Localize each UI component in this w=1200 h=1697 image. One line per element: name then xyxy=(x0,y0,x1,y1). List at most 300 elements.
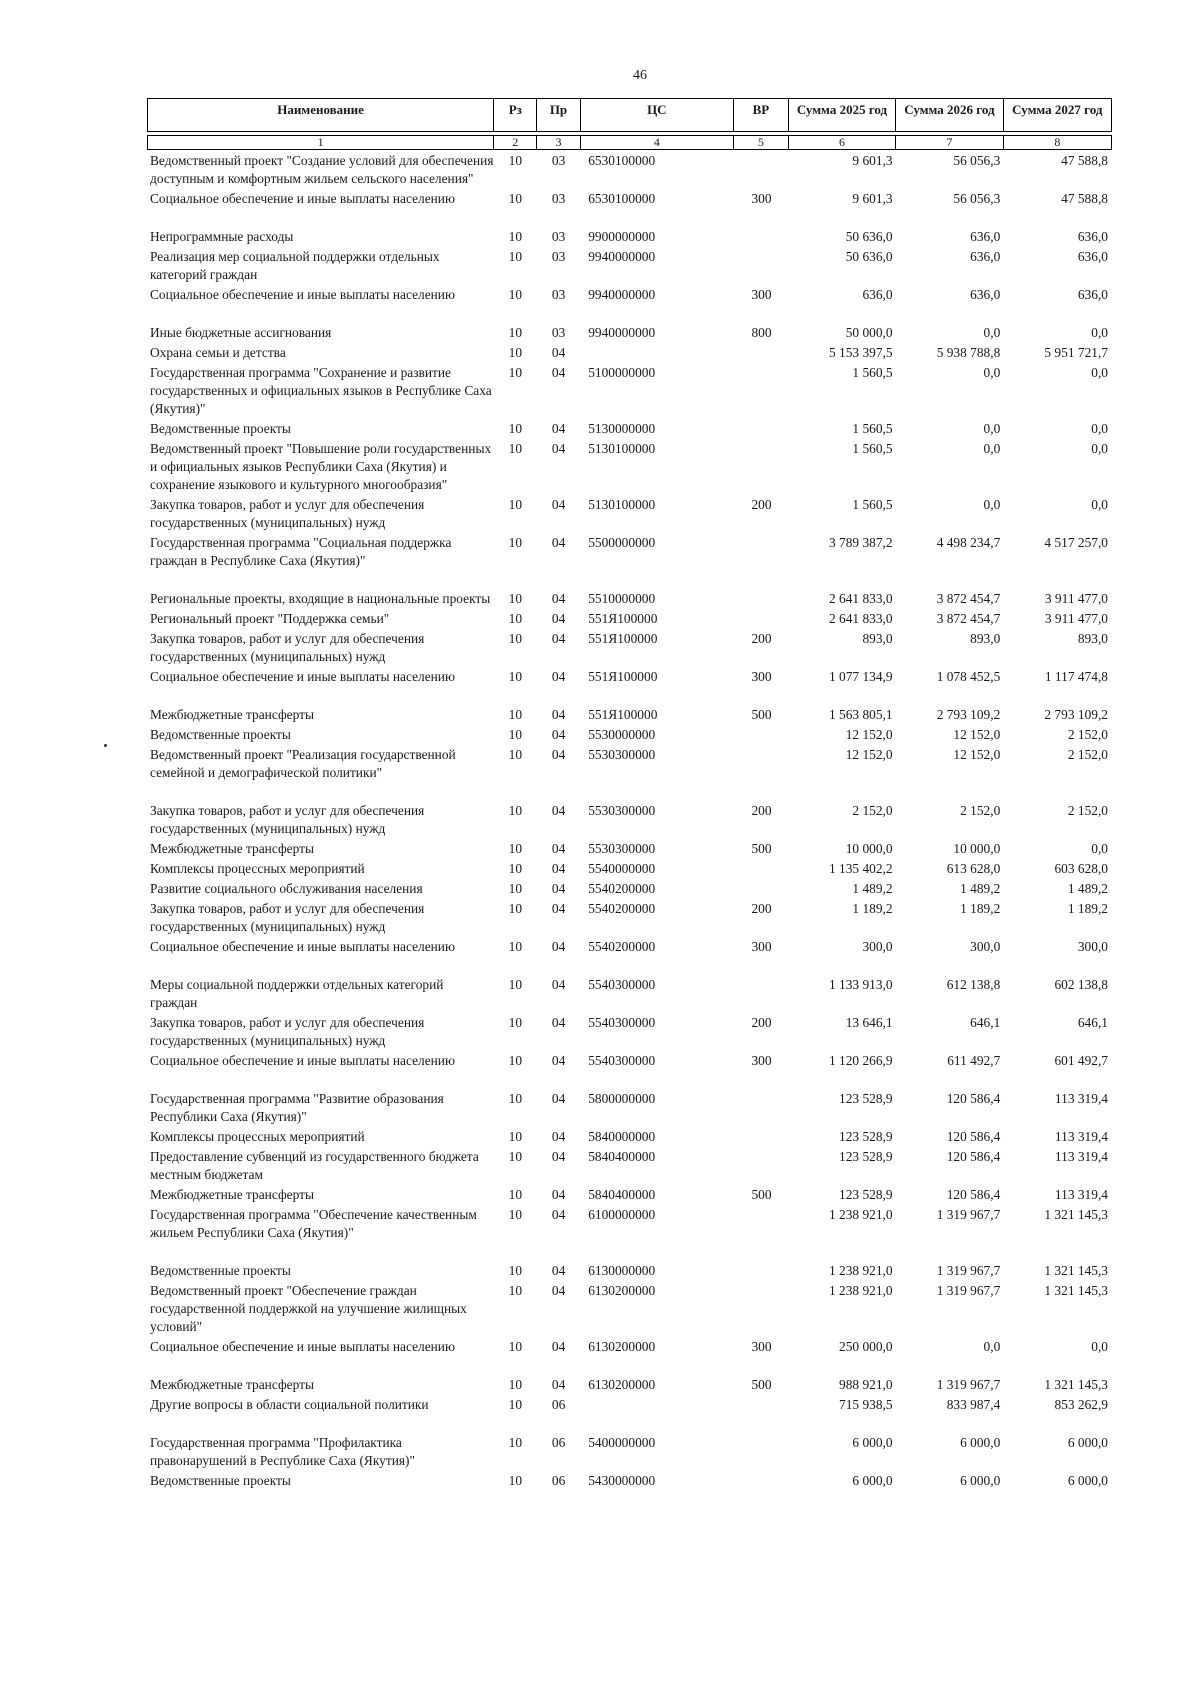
cell-pr: 04 xyxy=(551,1339,566,1354)
cell-s2025: 5 153 397,5 xyxy=(828,345,893,360)
cell-s2025: 50 000,0 xyxy=(845,325,893,340)
cell-cs: 6130000000 xyxy=(588,1263,656,1278)
cell-cs: 9940000000 xyxy=(588,249,656,264)
cell-vr: 800 xyxy=(751,325,772,340)
table-row xyxy=(147,880,1112,898)
cell-s2026: 1 489,2 xyxy=(960,881,1001,896)
cell-s2025: 9 601,3 xyxy=(852,153,893,168)
cell-cs: 5530300000 xyxy=(588,841,656,856)
cell-name: Региональный проект "Поддержка семьи" xyxy=(150,611,390,626)
cell-cs: 9900000000 xyxy=(588,229,656,244)
table-row xyxy=(147,420,1112,438)
cell-cs: 5840400000 xyxy=(588,1149,656,1164)
table-row xyxy=(147,248,1112,284)
cell-s2025: 1 560,5 xyxy=(852,497,893,512)
cell-s2025: 12 152,0 xyxy=(845,747,893,762)
cell-pr: 04 xyxy=(551,441,566,456)
cell-s2026: 1 189,2 xyxy=(960,901,1001,916)
table-row xyxy=(147,726,1112,744)
cell-s2027: 1 117 474,8 xyxy=(1044,669,1108,684)
cell-rz: 10 xyxy=(508,441,523,456)
cell-s2025: 1 133 913,0 xyxy=(828,977,893,992)
cell-s2026: 2 152,0 xyxy=(960,803,1001,818)
cell-s2027: 0,0 xyxy=(1091,497,1108,512)
cell-vr: 300 xyxy=(751,669,772,684)
table-row xyxy=(147,534,1112,570)
cell-name: Меры социальной поддержки отдельных категорий граждан xyxy=(150,977,444,1010)
cell-cs: 5540300000 xyxy=(588,1015,656,1030)
table-row xyxy=(147,1090,1112,1126)
cell-cs: 5800000000 xyxy=(588,1091,656,1106)
table-row xyxy=(147,228,1112,246)
cell-s2026: 893,0 xyxy=(970,631,1001,646)
cell-pr: 04 xyxy=(551,803,566,818)
cell-cs: 9940000000 xyxy=(588,325,656,340)
cell-name: Социальное обеспечение и иные выплаты населению xyxy=(150,287,455,302)
column-number: 6 xyxy=(789,136,896,149)
cell-s2026: 611 492,7 xyxy=(947,1053,1001,1068)
cell-rz: 10 xyxy=(508,249,523,264)
table-row xyxy=(147,440,1112,494)
cell-s2026: 0,0 xyxy=(983,1339,1001,1354)
cell-s2027: 1 321 145,3 xyxy=(1044,1263,1108,1278)
cell-pr: 04 xyxy=(551,1187,566,1202)
cell-vr: 500 xyxy=(751,841,772,856)
cell-s2027: 0,0 xyxy=(1091,841,1108,856)
cell-pr: 04 xyxy=(551,497,566,512)
cell-name: Межбюджетные трансферты xyxy=(150,707,314,722)
cell-s2025: 1 560,5 xyxy=(852,421,893,436)
cell-rz: 10 xyxy=(508,669,523,684)
cell-name: Региональные проекты, входящие в национальные проекты xyxy=(150,591,491,606)
cell-s2027: 1 321 145,3 xyxy=(1044,1377,1108,1392)
cell-name: Государственная программа "Социальная поддержка граждан в Республике Саха (Якутия)" xyxy=(150,535,452,568)
cell-s2025: 893,0 xyxy=(862,631,893,646)
cell-rz: 10 xyxy=(508,1129,523,1144)
cell-rz: 10 xyxy=(508,365,523,380)
cell-name: Социальное обеспечение и иные выплаты населению xyxy=(150,191,455,206)
cell-s2025: 1 238 921,0 xyxy=(828,1207,893,1222)
column-number: 1 xyxy=(148,136,494,149)
cell-s2025: 2 152,0 xyxy=(852,803,893,818)
cell-pr: 04 xyxy=(551,747,566,762)
cell-cs: 5530000000 xyxy=(588,727,656,742)
table-row xyxy=(147,610,1112,628)
cell-s2025: 988 921,0 xyxy=(839,1377,893,1392)
cell-s2027: 3 911 477,0 xyxy=(1044,611,1108,626)
cell-rz: 10 xyxy=(508,803,523,818)
table-row xyxy=(147,1434,1112,1470)
cell-pr: 04 xyxy=(551,365,566,380)
page-number: 46 xyxy=(633,68,647,83)
cell-cs: 551Я100000 xyxy=(588,611,658,626)
cell-rz: 10 xyxy=(508,939,523,954)
cell-s2026: 1 319 967,7 xyxy=(936,1263,1001,1278)
cell-name: Другие вопросы в области социальной политики xyxy=(150,1397,429,1412)
cell-s2025: 1 077 134,9 xyxy=(828,669,893,684)
cell-name: Социальное обеспечение и иные выплаты населению xyxy=(150,669,455,684)
cell-s2026: 636,0 xyxy=(970,249,1001,264)
cell-rz: 10 xyxy=(508,287,523,302)
cell-s2026: 0,0 xyxy=(983,421,1001,436)
cell-cs: 5540200000 xyxy=(588,901,656,916)
cell-rz: 10 xyxy=(508,345,523,360)
cell-s2027: 636,0 xyxy=(1077,229,1108,244)
table-row xyxy=(147,344,1112,362)
column-number: 8 xyxy=(1054,135,1061,149)
cell-vr: 300 xyxy=(751,287,772,302)
cell-cs: 5100000000 xyxy=(588,365,656,380)
cell-s2027: 893,0 xyxy=(1077,631,1108,646)
cell-s2025: 636,0 xyxy=(862,287,893,302)
cell-s2026: 3 872 454,7 xyxy=(936,591,1001,606)
cell-pr: 06 xyxy=(551,1473,566,1488)
cell-cs: 5400000000 xyxy=(588,1435,656,1450)
cell-s2026: 6 000,0 xyxy=(960,1435,1001,1450)
cell-name: Ведомственный проект "Реализация государственной семейной и демографической политики" xyxy=(150,747,456,780)
table-row xyxy=(147,590,1112,608)
cell-cs: 5130100000 xyxy=(588,497,656,512)
cell-rz: 10 xyxy=(508,881,523,896)
cell-vr: 300 xyxy=(751,191,772,206)
cell-name: Ведомственные проекты xyxy=(150,727,291,742)
cell-s2025: 12 152,0 xyxy=(845,727,893,742)
cell-s2026: 10 000,0 xyxy=(953,841,1001,856)
cell-s2026: 120 586,4 xyxy=(946,1187,1001,1202)
cell-name: Межбюджетные трансферты xyxy=(150,841,314,856)
table-row xyxy=(147,630,1112,666)
cell-rz: 10 xyxy=(508,591,523,606)
table-row xyxy=(147,1338,1112,1356)
table-row xyxy=(147,1472,1112,1490)
cell-s2027: 601 492,7 xyxy=(1054,1053,1108,1068)
cell-pr: 03 xyxy=(551,287,566,302)
cell-name: Закупка товаров, работ и услуг для обеспечения государственных (муниципальных) нужд xyxy=(150,901,425,934)
cell-pr: 04 xyxy=(551,1129,566,1144)
cell-pr: 04 xyxy=(551,707,566,722)
cell-pr: 04 xyxy=(551,861,566,876)
table-row xyxy=(147,976,1112,1012)
cell-rz: 10 xyxy=(508,421,523,436)
cell-rz: 10 xyxy=(508,325,523,340)
cell-s2026: 636,0 xyxy=(970,229,1001,244)
cell-cs: 5840000000 xyxy=(588,1129,656,1144)
cell-s2025: 50 636,0 xyxy=(845,249,893,264)
cell-s2027: 0,0 xyxy=(1091,325,1108,340)
cell-pr: 03 xyxy=(551,191,566,206)
cell-name: Социальное обеспечение и иные выплаты населению xyxy=(150,1053,455,1068)
cell-name: Государственная программа "Обеспечение качественным жильем Республики Саха (Якутия)" xyxy=(150,1207,477,1240)
cell-s2025: 6 000,0 xyxy=(852,1435,893,1450)
header-sum-2025: Сумма 2025 год xyxy=(789,99,896,131)
cell-s2025: 1 560,5 xyxy=(852,365,893,380)
table-body xyxy=(147,152,1112,1490)
cell-s2026: 613 628,0 xyxy=(946,861,1001,876)
cell-s2025: 250 000,0 xyxy=(839,1339,893,1354)
cell-cs: 6130200000 xyxy=(588,1339,656,1354)
cell-rz: 10 xyxy=(508,153,523,168)
cell-pr: 04 xyxy=(551,669,566,684)
cell-vr: 500 xyxy=(751,1377,772,1392)
table-row xyxy=(147,840,1112,858)
column-number: 4 xyxy=(581,136,734,149)
cell-rz: 10 xyxy=(508,1091,523,1106)
cell-name: Государственная программа "Профилактика правонарушений в Республике Саха (Якутия)" xyxy=(150,1435,415,1468)
cell-rz: 10 xyxy=(508,191,523,206)
budget-table xyxy=(147,98,1112,1490)
header-cs: ЦС xyxy=(581,99,734,131)
cell-pr: 04 xyxy=(551,841,566,856)
cell-s2025: 1 120 266,9 xyxy=(828,1053,893,1068)
cell-name: Охрана семьи и детства xyxy=(150,345,286,360)
cell-name: Ведомственные проекты xyxy=(150,1473,291,1488)
cell-s2025: 1 189,2 xyxy=(852,901,893,916)
cell-s2027: 0,0 xyxy=(1091,365,1108,380)
cell-rz: 10 xyxy=(508,747,523,762)
table-row xyxy=(147,1282,1112,1336)
table-row xyxy=(147,1186,1112,1204)
cell-s2026: 4 498 234,7 xyxy=(936,535,1001,550)
cell-cs: 6130200000 xyxy=(588,1283,656,1298)
cell-cs: 551Я100000 xyxy=(588,669,658,684)
cell-s2027: 3 911 477,0 xyxy=(1044,591,1108,606)
cell-vr: 200 xyxy=(751,803,772,818)
cell-s2026: 56 056,3 xyxy=(953,153,1001,168)
table-header-row xyxy=(147,98,1112,132)
cell-s2026: 12 152,0 xyxy=(953,747,1001,762)
cell-s2027: 602 138,8 xyxy=(1054,977,1108,992)
cell-pr: 03 xyxy=(551,325,566,340)
cell-s2026: 0,0 xyxy=(983,365,1001,380)
cell-s2026: 6 000,0 xyxy=(960,1473,1001,1488)
table-row xyxy=(147,1262,1112,1280)
header-rz: Рз xyxy=(494,99,537,131)
cell-s2026: 0,0 xyxy=(983,325,1001,340)
cell-s2027: 113 319,4 xyxy=(1054,1129,1108,1144)
table-row xyxy=(147,900,1112,936)
cell-pr: 04 xyxy=(551,881,566,896)
cell-name: Закупка товаров, работ и услуг для обеспечения государственных (муниципальных) нужд xyxy=(150,1015,425,1048)
cell-name: Закупка товаров, работ и услуг для обеспечения государственных (муниципальных) нужд xyxy=(150,631,425,664)
cell-pr: 04 xyxy=(551,1263,566,1278)
cell-s2027: 0,0 xyxy=(1091,421,1108,436)
cell-cs: 5540200000 xyxy=(588,939,656,954)
cell-name: Комплексы процессных мероприятий xyxy=(150,861,365,876)
table-row xyxy=(147,1376,1112,1394)
cell-rz: 10 xyxy=(508,1283,523,1298)
cell-rz: 10 xyxy=(508,1339,523,1354)
cell-name: Предоставление субвенций из государственного бюджета местным бюджетам xyxy=(150,1149,479,1182)
cell-rz: 10 xyxy=(508,1263,523,1278)
cell-cs: 551Я100000 xyxy=(588,631,658,646)
table-row xyxy=(147,364,1112,418)
cell-pr: 04 xyxy=(551,939,566,954)
cell-rz: 10 xyxy=(508,1207,523,1222)
cell-s2025: 123 528,9 xyxy=(839,1129,893,1144)
cell-s2027: 2 152,0 xyxy=(1067,803,1108,818)
cell-s2027: 113 319,4 xyxy=(1054,1149,1108,1164)
cell-cs: 5540000000 xyxy=(588,861,656,876)
cell-pr: 04 xyxy=(551,1207,566,1222)
cell-s2027: 1 189,2 xyxy=(1067,901,1108,916)
cell-cs: 6100000000 xyxy=(588,1207,656,1222)
cell-pr: 04 xyxy=(551,1283,566,1298)
cell-s2025: 3 789 387,2 xyxy=(828,535,893,550)
cell-s2025: 1 238 921,0 xyxy=(828,1263,893,1278)
cell-cs: 5130000000 xyxy=(588,421,656,436)
cell-s2025: 1 489,2 xyxy=(852,881,893,896)
cell-s2027: 0,0 xyxy=(1091,1339,1108,1354)
cell-pr: 04 xyxy=(551,1053,566,1068)
cell-s2025: 10 000,0 xyxy=(845,841,893,856)
cell-s2025: 123 528,9 xyxy=(839,1187,893,1202)
column-number-row xyxy=(147,135,1112,150)
cell-s2025: 1 563 805,1 xyxy=(828,707,893,722)
cell-s2025: 2 641 833,0 xyxy=(828,611,893,626)
cell-name: Ведомственный проект "Обеспечение граждан государственной поддержкой на улучшение жилищных условий" xyxy=(150,1283,467,1334)
cell-rz: 10 xyxy=(508,1187,523,1202)
cell-name: Непрограммные расходы xyxy=(150,229,294,244)
cell-pr: 03 xyxy=(551,229,566,244)
header-pr: Пр xyxy=(537,99,580,131)
cell-cs: 5510000000 xyxy=(588,591,656,606)
cell-pr: 06 xyxy=(551,1435,566,1450)
cell-s2027: 6 000,0 xyxy=(1067,1473,1108,1488)
cell-s2026: 636,0 xyxy=(970,287,1001,302)
table-row xyxy=(147,802,1112,838)
cell-pr: 04 xyxy=(551,345,566,360)
cell-s2026: 120 586,4 xyxy=(946,1129,1001,1144)
cell-name: Межбюджетные трансферты xyxy=(150,1377,314,1392)
cell-s2026: 1 319 967,7 xyxy=(936,1377,1001,1392)
table-row xyxy=(147,1148,1112,1184)
cell-vr: 200 xyxy=(751,631,772,646)
cell-s2027: 1 321 145,3 xyxy=(1044,1207,1108,1222)
cell-s2025: 715 938,5 xyxy=(839,1397,893,1412)
table-row xyxy=(147,1128,1112,1146)
cell-s2026: 120 586,4 xyxy=(946,1149,1001,1164)
cell-name: Социальное обеспечение и иные выплаты населению xyxy=(150,939,455,954)
cell-vr: 200 xyxy=(751,901,772,916)
table-row xyxy=(147,1206,1112,1242)
cell-rz: 10 xyxy=(508,861,523,876)
cell-s2026: 646,1 xyxy=(970,1015,1001,1030)
cell-name: Социальное обеспечение и иные выплаты населению xyxy=(150,1339,455,1354)
cell-pr: 04 xyxy=(551,1091,566,1106)
cell-cs: 9940000000 xyxy=(588,287,656,302)
cell-pr: 04 xyxy=(551,1015,566,1030)
cell-pr: 04 xyxy=(551,631,566,646)
cell-vr: 500 xyxy=(751,1187,772,1202)
table-row xyxy=(147,860,1112,878)
cell-s2027: 1 489,2 xyxy=(1067,881,1108,896)
cell-s2027: 4 517 257,0 xyxy=(1044,535,1108,550)
cell-s2027: 1 321 145,3 xyxy=(1044,1283,1108,1298)
cell-cs: 6130200000 xyxy=(588,1377,656,1392)
cell-s2025: 1 135 402,2 xyxy=(828,861,893,876)
cell-rz: 10 xyxy=(508,611,523,626)
table-row xyxy=(147,706,1112,724)
cell-rz: 10 xyxy=(508,727,523,742)
cell-name: Иные бюджетные ассигнования xyxy=(150,325,332,340)
cell-s2027: 47 588,8 xyxy=(1061,153,1108,168)
cell-rz: 10 xyxy=(508,1435,523,1450)
cell-name: Ведомственные проекты xyxy=(150,1263,291,1278)
cell-name: Комплексы процессных мероприятий xyxy=(150,1129,365,1144)
cell-pr: 04 xyxy=(551,1149,566,1164)
cell-rz: 10 xyxy=(508,1053,523,1068)
cell-pr: 03 xyxy=(551,249,566,264)
cell-s2026: 3 872 454,7 xyxy=(936,611,1001,626)
cell-rz: 10 xyxy=(508,841,523,856)
cell-vr: 300 xyxy=(751,1053,772,1068)
cell-s2026: 1 319 967,7 xyxy=(936,1207,1001,1222)
cell-vr: 200 xyxy=(751,1015,772,1030)
cell-rz: 10 xyxy=(508,1473,523,1488)
table-row xyxy=(147,152,1112,188)
cell-name: Развитие социального обслуживания населения xyxy=(150,881,423,896)
table-row xyxy=(147,668,1112,686)
table-row xyxy=(147,1052,1112,1070)
cell-pr: 04 xyxy=(551,421,566,436)
cell-s2025: 13 646,1 xyxy=(845,1015,893,1030)
cell-s2025: 1 560,5 xyxy=(852,441,893,456)
cell-cs: 6530100000 xyxy=(588,153,656,168)
cell-s2025: 50 636,0 xyxy=(845,229,893,244)
cell-cs: 5530300000 xyxy=(588,747,656,762)
cell-rz: 10 xyxy=(508,1397,523,1412)
cell-s2026: 5 938 788,8 xyxy=(936,345,1001,360)
cell-pr: 04 xyxy=(551,611,566,626)
cell-cs: 6530100000 xyxy=(588,191,656,206)
cell-s2026: 1 319 967,7 xyxy=(936,1283,1001,1298)
cell-s2027: 636,0 xyxy=(1077,249,1108,264)
cell-cs: 5540300000 xyxy=(588,977,656,992)
cell-s2025: 2 641 833,0 xyxy=(828,591,893,606)
cell-vr: 300 xyxy=(751,1339,772,1354)
table-row xyxy=(147,1396,1112,1414)
stray-mark xyxy=(104,744,107,747)
cell-name: Ведомственные проекты xyxy=(150,421,291,436)
cell-s2027: 853 262,9 xyxy=(1054,1397,1108,1412)
header-vr: ВР xyxy=(734,99,789,131)
cell-s2025: 9 601,3 xyxy=(852,191,893,206)
cell-rz: 10 xyxy=(508,1377,523,1392)
cell-rz: 10 xyxy=(508,707,523,722)
cell-name: Закупка товаров, работ и услуг для обеспечения государственных (муниципальных) нужд xyxy=(150,803,425,836)
cell-s2026: 2 793 109,2 xyxy=(936,707,1001,722)
cell-cs: 5130100000 xyxy=(588,441,656,456)
cell-s2025: 123 528,9 xyxy=(839,1091,893,1106)
cell-s2025: 6 000,0 xyxy=(852,1473,893,1488)
cell-rz: 10 xyxy=(508,497,523,512)
cell-s2026: 1 078 452,5 xyxy=(936,669,1001,684)
header-name: Наименование xyxy=(148,99,494,131)
cell-pr: 04 xyxy=(551,727,566,742)
header-sum-2027: Сумма 2027 год xyxy=(1012,102,1103,117)
table-row xyxy=(147,496,1112,532)
header-sum-2026: Сумма 2026 год xyxy=(896,99,1003,131)
cell-cs: 5540300000 xyxy=(588,1053,656,1068)
cell-name: Межбюджетные трансферты xyxy=(150,1187,314,1202)
cell-s2026: 300,0 xyxy=(970,939,1001,954)
cell-pr: 06 xyxy=(551,1397,566,1412)
cell-s2025: 1 238 921,0 xyxy=(828,1283,893,1298)
cell-cs: 5430000000 xyxy=(588,1473,656,1488)
cell-s2026: 612 138,8 xyxy=(946,977,1001,992)
cell-s2026: 0,0 xyxy=(983,497,1001,512)
table-row xyxy=(147,938,1112,956)
